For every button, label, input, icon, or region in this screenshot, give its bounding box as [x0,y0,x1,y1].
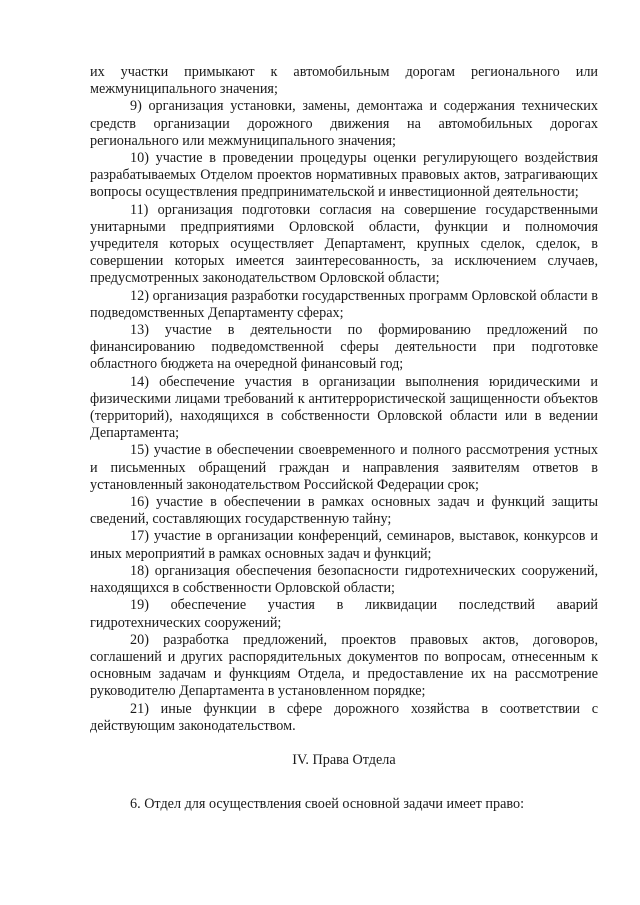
section-heading: IV. Права Отдела [292,751,396,768]
list-item-17: 17) участие в организации конференций, семинаров, выставок, конкурсов и иных мероприятий в рамках основных задач и функций; [90,528,598,562]
list-item-12: 12) организация разработки государственных программ Орловской области в подведомственных Департаменту сферах; [90,287,598,321]
list-item-13: 13) участие в деятельности по формированию предложений по финансированию подведомственной сферы деятельности при подготовке областного бюджета на очередной финансовый год; [90,322,598,373]
list-item-21: 21) иные функции в сфере дорожного хозяйства в соответствии с действующим законодательством. [90,700,598,734]
list-item-19: 19) обеспечение участия в ликвидации последствий аварий гидротехнических сооружений; [90,597,598,631]
list-item-18: 18) организация обеспечения безопасности гидротехнических сооружений, находящихся в собственности Орловской области; [90,562,598,597]
closing-paragraph: 6. Отдел для осуществления своей основной задачи имеет право: [130,796,525,813]
list-item-20: 20) разработка предложений, проектов правовых актов, договоров, соглашений и других распорядительных документов по вопросам, отнесенным к основным задачам и функциям Отдела, и предоставление их на рассмотрение руководителю Департамента в установленном порядке; [90,631,598,700]
list-item-9: 9) организация установки, замены, демонтажа и содержания технических средств организации дорожного движения на автомобильных дорогах регионального или межмуниципального значения; [90,98,598,149]
list-item-14: 14) обеспечение участия в организации выполнения юридическими и физическими лицами требований к антитеррористической защищенности объектов (территорий), находящихся в собственности Орловской области или в ведении Департамента; [90,373,598,442]
list-item-16: 16) участие в обеспечении в рамках основных задач и функций защиты сведений, составляющих государственную тайну; [90,494,598,528]
list-item-15: 15) участие в обеспечении своевременного и полного рассмотрения устных и письменных обращений граждан и направления заявителям ответов в установленный законодательством Российской Федерации срок; [90,442,598,493]
document-body [90,64,598,813]
continuation-paragraph: их участки примыкают к автомобильным дорогам регионального или межмуниципального значения; [90,64,598,98]
list-item-10: 10) участие в проведении процедуры оценки регулирующего воздействия разрабатываемых Отделом проектов нормативных правовых актов, затрагивающих вопросы осуществления предпринимательской и инвестиционной деятельности; [90,150,598,201]
list-item-11: 11) организация подготовки согласия на совершение государственными унитарными предприятиями Орловской области, функции и полномочия учредителя которых осуществляет Департамент, крупных сделок, сделок, в совершении которых имеется заинтересованность, за исключением случаев, предусмотренных законодательством Орловской области; [90,201,598,287]
